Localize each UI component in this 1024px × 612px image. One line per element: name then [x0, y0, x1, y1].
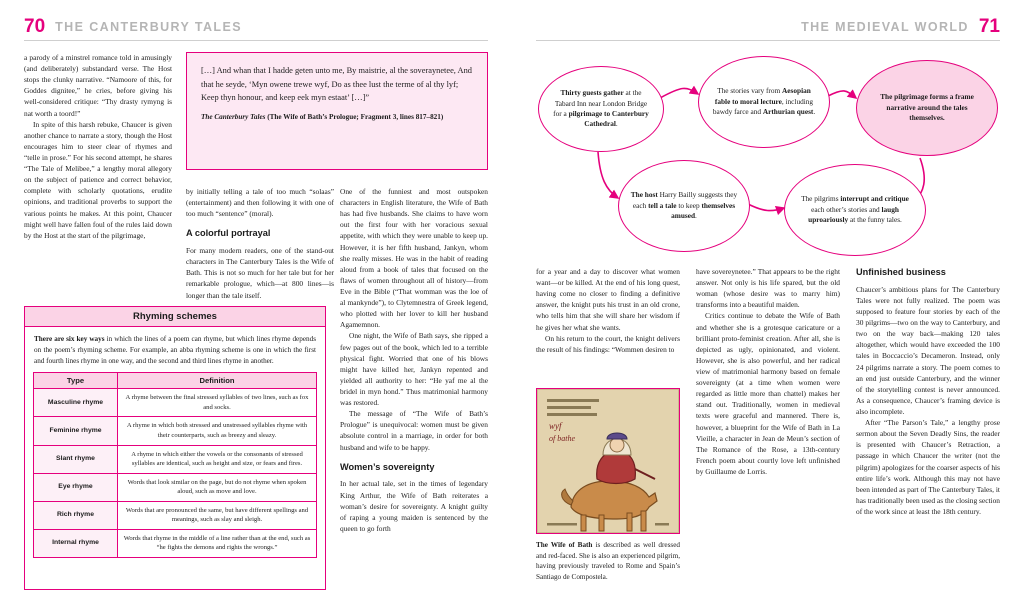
table-row: [34, 445, 317, 473]
chapter-title-left: THE CANTERBURY TALES: [55, 20, 242, 34]
right-body-column-1: [536, 266, 680, 355]
node-text: The pilgrimage forms a frame narrative around the tales themselves.: [880, 92, 974, 123]
cell-definition: Words that are pronounced the same, but have different spellings and meanings, such as slay and sleigh.: [118, 501, 317, 529]
paragraph: One of the funniest and most outspoken characters in English literature, the Wife of Bath has had five husbands. She claims to have worn out the first four with her voracious sexual appetite, with which they were unable to keep up. However, it is her fifth husband, Jankyn, whom she really misses. He was in the habit of reading aloud from a book of tales that focused on the flaws of women throughout all of history—from Eve in the Bible (“That womman was the loe of al mankynde”), to Clytemnestra of Greek legend, who plotted with her lover to kill her husband Agamemnon.: [340, 187, 488, 330]
right-body-column-3: [856, 266, 1000, 517]
cell-definition: A rhyme between the final stressed syllables of two lines, such as fox and socks.: [118, 389, 317, 417]
rhyme-table: [33, 372, 317, 558]
manuscript-illumination: [537, 389, 679, 533]
paragraph: Chaucer’s ambitious plans for The Canterbury Tales were not fully realized. The poem was supposed to feature four stories by each of the 30 pilgrims—two on the way to Canterbury, and two on the way back—making 120 tales altogether, which would have exceeded the 100 tales in Boccaccio’s Decameron. Instead, only 24 pilgrims narrate a story. The poem comes to an end just outside Canterbury, and the winner of the storytelling contest is never announced. As a consequence, Chaucer’s framing device is also incomplete.: [856, 284, 1000, 416]
diagram-node-frame-narrative: [856, 60, 998, 156]
paragraph: have sovereynetee.” That appears to be the right answer. Not only is his life spared, but the old woman (whose desire was to marry him) transforms into a beautiful maiden.: [696, 267, 840, 310]
pull-quote-box: [186, 52, 488, 170]
diagram-node-thirty-guests: [538, 66, 664, 152]
paragraph: In spite of this harsh rebuke, Chaucer is given another chance to narrate a story, though the Host encourages him to steer clear of rhymes and “telle in prose.” For his second attempt, he shares “The Tale of Melibee,” a lengthy moral allegory on the subject of patience and correct behavior, complete with scholarly quotations, erudite opinions, and traditional proverbs to support the various points he makes. At this point, Chaucer might well have fallen foul of the rules laid down by the Host at the start of the pilgrimage,: [24, 119, 172, 240]
subheading-womens-sovereignty: Women’s sovereignty: [340, 461, 435, 472]
figure-caption-rest: is described as well dressed and red-faced. She is also an experienced pilgrim, having previously traveled to Rome and Spain’s Santiago de Compostela.: [536, 541, 680, 581]
panel-intro: [25, 327, 325, 372]
paragraph: In her actual tale, set in the times of legendary King Arthur, the Wife of Bath reiterates a woman’s desire for sovereignty. A knight guilty of raping a young maiden is sentenced by the queen to go forth: [340, 479, 488, 533]
panel-intro-lead: There are six key ways: [34, 335, 105, 343]
diagram-node-the-host: [618, 160, 750, 252]
rhyming-schemes-panel: [24, 306, 326, 590]
cell-type: Eye rhyme: [34, 473, 118, 501]
paragraph: by initially telling a tale of too much “solaas” (entertainment) and then following it with one of too much “sentence” (moral).: [186, 187, 334, 219]
page-number-left: 70: [24, 16, 46, 37]
paragraph: a parody of a minstrel romance told in amusingly (and deliberately) substandard verse. The Host stops the clunky narrative. “Namoore of this, for Goddes dignitee,” he cries, before giving his well-considered critique: “Thy drasty rymyng is nat worth a toord!”: [24, 53, 172, 118]
table-row: [34, 529, 317, 557]
pull-quote-source-rest: (The Wife of Bath’s Prologue; Fragment 3, lines 817–821): [265, 112, 444, 121]
cell-definition: Words that look similar on the page, but do not rhyme when spoken aloud, such as move and love.: [118, 473, 317, 501]
right-body-column-2: [696, 266, 840, 477]
subheading-unfinished-business: Unfinished business: [856, 267, 946, 277]
body-column-1: [24, 52, 172, 241]
paragraph: After “The Parson’s Tale,” a lengthy prose sermon about the Seven Deadly Sins, the reader is presented with Chaucer’s Retraction, a passage in which Chaucer the writer (not the pilgrim) apologizes for the coarser aspects of his entire life’s work. Although this may not have been intended as part of The Canterbury Tales, it has traditionally been used as the closing section of the work since at least the 18th century.: [856, 418, 1000, 516]
cell-definition: A rhyme in which either the vowels or the consonants of stressed syllables are identical, such as height and size, or fears and fires.: [118, 445, 317, 473]
table-row: [34, 473, 317, 501]
right-page-header: [801, 16, 1000, 38]
pull-quote-source: [201, 112, 473, 122]
paragraph: Critics continue to debate the Wife of Bath and whether she is a grotesque caricature or a brilliant proto-feminist creation. After all, she is depicted as ugly, opinionated, and violent. However, she is also powerful, and her radical view of matrimonial harmony based on female sovereignty (at a time when women were regarded as little more than chattel) makes her stand out. Traditionally, women in medieval texts were graceful and mannered. There is, however, a blueprint for the Wife of Bath in La Vieille, a character in Jean de Meun’s section of The Romance of the Rose, a 13th-century French poem about courtly love left unfinished by Guillaume de Lorris.: [696, 311, 840, 476]
panel-header: [25, 307, 325, 327]
cell-type: Slant rhyme: [34, 445, 118, 473]
page-number-right: 71: [978, 16, 1000, 37]
svg-text:of bathe: of bathe: [549, 434, 575, 443]
svg-text:wyf: wyf: [549, 421, 562, 431]
paragraph: For many modern readers, one of the stand-out characters in The Canterbury Tales is the Wife of Bath. This is not so much for her tale but for her remarkable prologue, which—at 800 lines—is longer than the tale itself.: [186, 246, 334, 300]
cell-definition: A rhyme in which both stressed and unstressed syllables rhyme with their counterparts, such as breezy and sleazy.: [118, 417, 317, 445]
column-header-type: Type: [34, 373, 118, 389]
body-column-3: [340, 186, 488, 534]
cell-definition: Words that rhyme in the middle of a line rather than at the end, such as “he fights the demons and rights the wrongs.”: [118, 529, 317, 557]
body-column-2: [186, 186, 334, 301]
cell-type: Masculine rhyme: [34, 389, 118, 417]
paragraph: for a year and a day to discover what women want—or be killed. At the end of his long quest, having come no closer to finding a definitive answer, the knight puts his trust in an old crone, who tells him that she will share her wisdom if he gives her what she wants.: [536, 267, 680, 332]
paragraph: On his return to the court, the knight delivers the result of his findings: “Wommen desiren to: [536, 333, 680, 354]
table-row: [34, 389, 317, 417]
left-page-header: [24, 16, 242, 38]
diagram-node-pilgrims-interrupt: [784, 164, 926, 256]
column-header-definition: Definition: [118, 373, 317, 389]
cell-type: Feminine rhyme: [34, 417, 118, 445]
node-text: The host Harry Bailly suggests they each tell a tale to keep themselves amused.: [630, 190, 738, 221]
node-text: The stories vary from Aesopian fable to moral lecture, including bawdy farce and Arthurian quest.: [712, 86, 816, 117]
panel-intro-rest: in which the lines of a poem can rhyme, but which lines rhyme depends on the poem’s rhyming scheme. For example, an abba rhyming scheme is one in which the first and fourth lines rhyme in one way, and the second and third lines rhyme in another.: [34, 335, 317, 365]
pull-quote-source-title: The Canterbury Tales: [201, 112, 266, 121]
illustration-wife-of-bath: [536, 388, 680, 534]
cell-type: Internal rhyme: [34, 529, 118, 557]
paragraph: The message of “The Wife of Bath’s Prologue” is unequivocal: women must be given absolute control in a marriage, in order for both husband and wife to be happy.: [340, 409, 488, 452]
panel-title: Rhyming schemes: [133, 311, 217, 322]
figure-caption-lead: The Wife of Bath: [536, 541, 593, 549]
subheading-colorful-portrayal: A colorful portrayal: [186, 228, 271, 239]
section-title-right: THE MEDIEVAL WORLD: [801, 20, 969, 34]
node-text: Thirty guests gather at the Tabard Inn near London Bridge for a pilgrimage to Canterbury Cathedral.: [553, 88, 649, 129]
table-header-row: [34, 373, 317, 389]
paragraph: One night, the Wife of Bath says, she ripped a few pages out of the book, which led to a terrible physical fight. Worried that one of his blows might have killed her, Jankyn repented and yielded all authority to her: “He yaf me al the bridel in myn hond.” Thus matrimonial harmony was restored.: [340, 331, 488, 408]
cell-type: Rich rhyme: [34, 501, 118, 529]
node-text: The pilgrims interrupt and critique each other’s stories and laugh uproariously at the funny tales.: [801, 194, 909, 225]
header-rule-right: [536, 40, 1000, 41]
frame-narrative-diagram: [536, 46, 1000, 258]
header-rule-left: [24, 40, 488, 41]
table-row: [34, 417, 317, 445]
diagram-node-stories-vary: [698, 56, 830, 148]
pull-quote-text: […] And whan that I hadde geten unto me, By maistrie, al the soveraynetee, And that he seyde, ‘Myn owene trewe wyf, Do as thee lust the terme of al thy lyf; Keep thyn honour, and keep eek myn estaat’ […]”: [201, 66, 472, 103]
figure-caption: [536, 540, 680, 583]
table-row: [34, 501, 317, 529]
